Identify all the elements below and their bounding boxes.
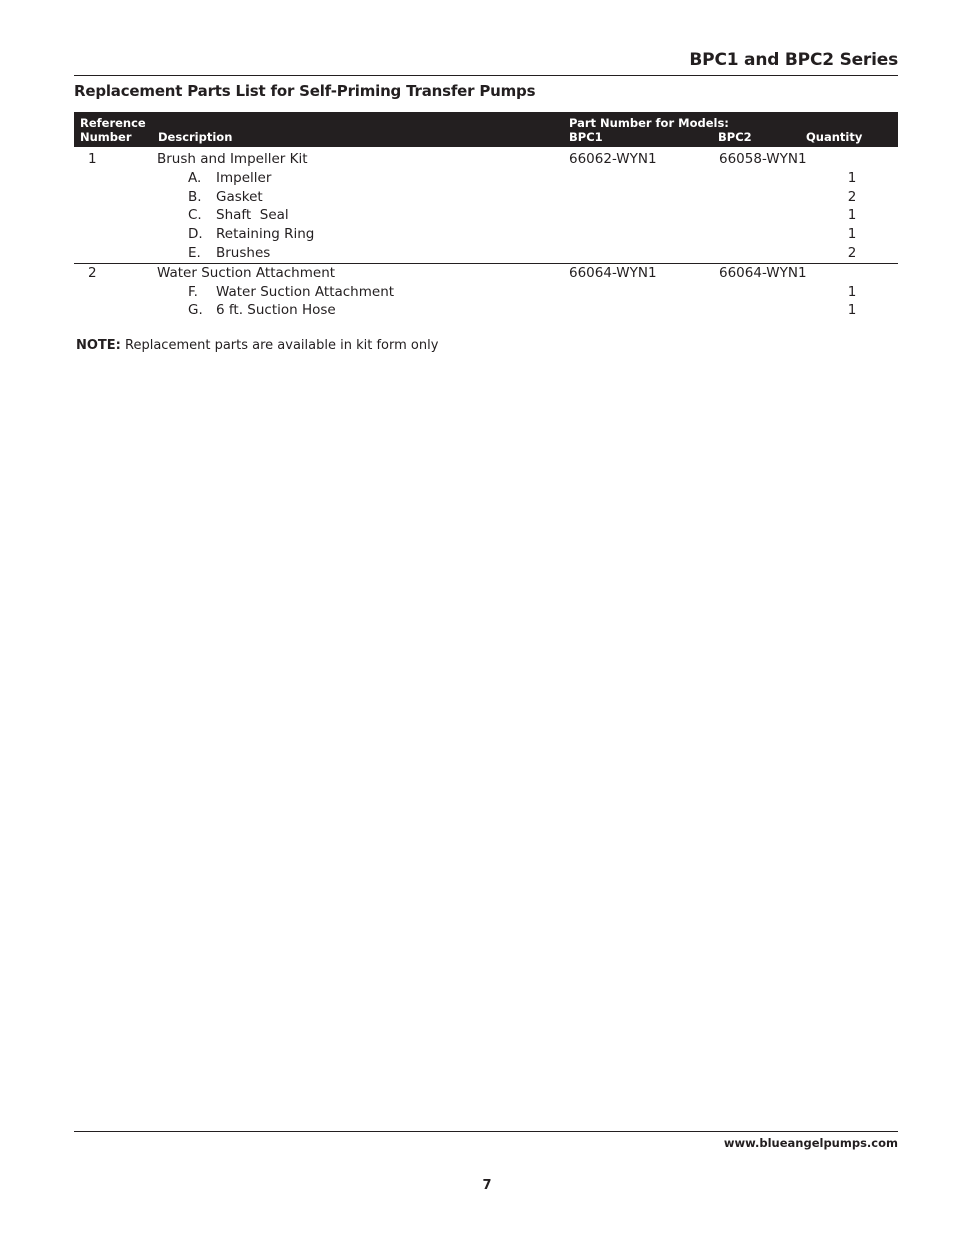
description-header: Description [158, 130, 233, 144]
table-row-item [74, 169, 898, 188]
item-quantity: 1 [847, 302, 857, 319]
item-letter: A. [188, 169, 202, 186]
bpc2-header: BPC2 [718, 130, 752, 144]
reference-header-line1: Reference [80, 116, 146, 130]
item-description: 6 ft. Suction Hose [216, 302, 336, 319]
bpc2-part-number: 66064-WYN1 [719, 264, 807, 281]
bpc1-header: BPC1 [569, 130, 603, 144]
item-quantity: 1 [847, 207, 857, 224]
item-letter: F. [188, 283, 198, 300]
note-text: Replacement parts are available in kit form only [120, 338, 439, 353]
header-divider [74, 75, 898, 76]
series-title: BPC1 and BPC2 Series [689, 50, 898, 70]
item-description: Shaft Seal [216, 207, 289, 224]
reference-number: 1 [88, 151, 97, 167]
item-description: Impeller [216, 169, 272, 186]
item-letter: C. [188, 207, 202, 224]
item-description: Gasket [216, 188, 263, 205]
bpc2-part-number: 66058-WYN1 [719, 151, 807, 167]
table-row-item [74, 206, 898, 225]
item-letter: B. [188, 188, 202, 205]
table-row-item [74, 283, 898, 302]
part-number-header: Part Number for Models: [569, 116, 729, 130]
item-letter: E. [188, 244, 201, 261]
parts-table-body [74, 150, 898, 320]
website-url: www.blueangelpumps.com [723, 1136, 898, 1150]
reference-number-header [80, 116, 146, 144]
parts-table-header [74, 112, 898, 147]
note [76, 338, 438, 353]
item-letter: D. [188, 226, 203, 243]
footer-divider [74, 1131, 898, 1132]
bpc1-part-number: 66064-WYN1 [569, 264, 657, 281]
bpc1-part-number: 66062-WYN1 [569, 151, 657, 167]
reference-number: 2 [88, 264, 97, 281]
section-title: Replacement Parts List for Self-Priming Transfer Pumps [74, 82, 536, 100]
item-letter: G. [188, 302, 203, 319]
table-row-item [74, 188, 898, 207]
item-description: Water Suction Attachment [216, 283, 395, 300]
kit-description: Brush and Impeller Kit [157, 151, 308, 167]
item-quantity: 2 [847, 188, 857, 205]
table-row-item [74, 301, 898, 320]
page-number: 7 [482, 1178, 492, 1193]
reference-header-line2: Number [80, 130, 132, 144]
quantity-header: Quantity [806, 130, 863, 144]
item-quantity: 1 [847, 226, 857, 243]
table-row-item [74, 225, 898, 244]
item-description: Retaining Ring [216, 226, 315, 243]
table-row-kit [74, 264, 898, 283]
table-row-kit [74, 150, 898, 169]
item-quantity: 1 [847, 283, 857, 300]
kit-description: Water Suction Attachment [157, 264, 336, 281]
item-description: Brushes [216, 244, 271, 261]
note-label: NOTE: [76, 338, 121, 353]
table-row-item [74, 244, 898, 263]
item-quantity: 2 [847, 244, 857, 261]
item-quantity: 1 [847, 169, 857, 186]
